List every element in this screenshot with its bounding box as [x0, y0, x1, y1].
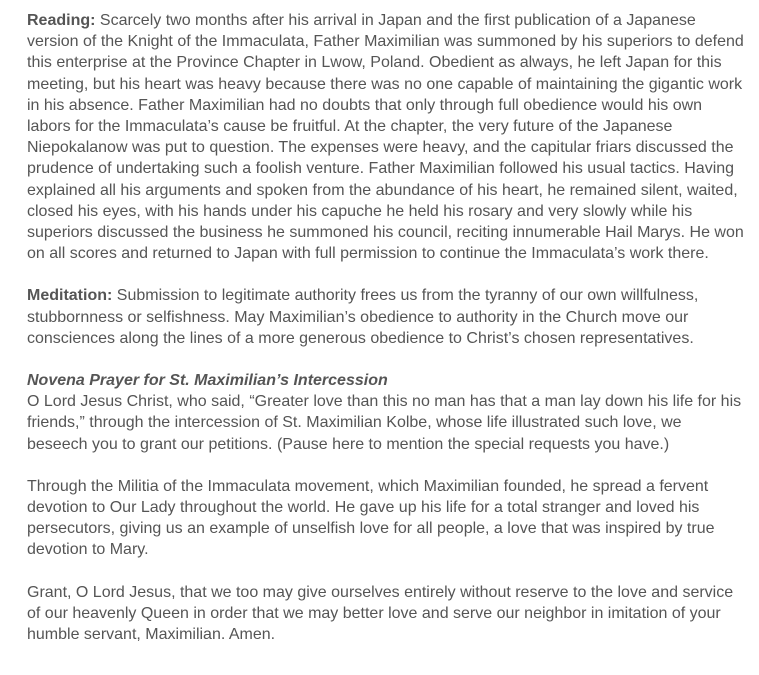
prayer-paragraph-2: Through the Militia of the Immaculata movement, which Maximilian founded, he spread a fervent devotion to Our Lady throughout the world. He gave up his life for a total stranger and loved his persecutors, giving us an example of unselfish love for all people, a love that was inspired by true devotion to Mary.: [27, 477, 715, 559]
prayer-text-1: O Lord Jesus Christ, who said, “Greater love than this no man has that a man lay down his life for his friends,” through the intercession of St. Maximilian Kolbe, whose life illustrated such love, we beseech you to grant our petitions. (Pause here to mention the special requests you have.): [27, 393, 742, 453]
meditation-paragraph: [27, 285, 745, 349]
prayer-paragraph-3: Grant, O Lord Jesus, that we too may give ourselves entirely without reserve to the love and service of our heavenly Queen in order that we may better love and serve our neighbor in imitation of your humble servant, Maximilian. Amen.: [27, 583, 734, 644]
prayer-title: Novena Prayer for St. Maximilian’s Intercession: [27, 372, 388, 390]
reading-paragraph: [27, 10, 745, 264]
prayer-paragraph-1: [27, 370, 745, 455]
reading-text: Scarcely two months after his arrival in Japan and the first publication of a Japanese version of the Knight of the Immaculata, Father Maximilian was summoned by his superiors to defend this enterprise at the Province Chapter in Lwow, Poland. Obedient as always, he left Japan for this meeting, but his heart was heavy because there was no one capable of maintaining the gigantic work in his absence. Father Maximilian had no doubts that only through full obedience would his own labors for the Immaculata’s cause be fruitful. At the chapter, the very future of the Japanese Niepokalanow was put to question. The expenses were heavy, and the capitular friars discussed the prudence of undertaking such a foolish venture. Father Maximilian followed his usual tactics. Having explained all his arguments and spoken from the abundance of his heart, he remained silent, waited, closed his eyes, with his hands under his capuche he held his rosary and very slowly while his superiors discussed the business he summoned his council, reciting innumerable Hail Marys. He won on all scores and returned to Japan with full permission to continue the Immaculata’s work there.: [27, 12, 744, 263]
meditation-text: Submission to legitimate authority frees us from the tyranny of our own willfulness, stubbornness or selfishness. May Maximilian’s obedience to authority in the Church move our consciences along the lines of a more generous obedience to Christ’s chosen representatives.: [27, 287, 699, 347]
article-body: [27, 10, 745, 666]
reading-label: Reading:: [27, 12, 96, 29]
meditation-label: Meditation:: [27, 287, 113, 305]
